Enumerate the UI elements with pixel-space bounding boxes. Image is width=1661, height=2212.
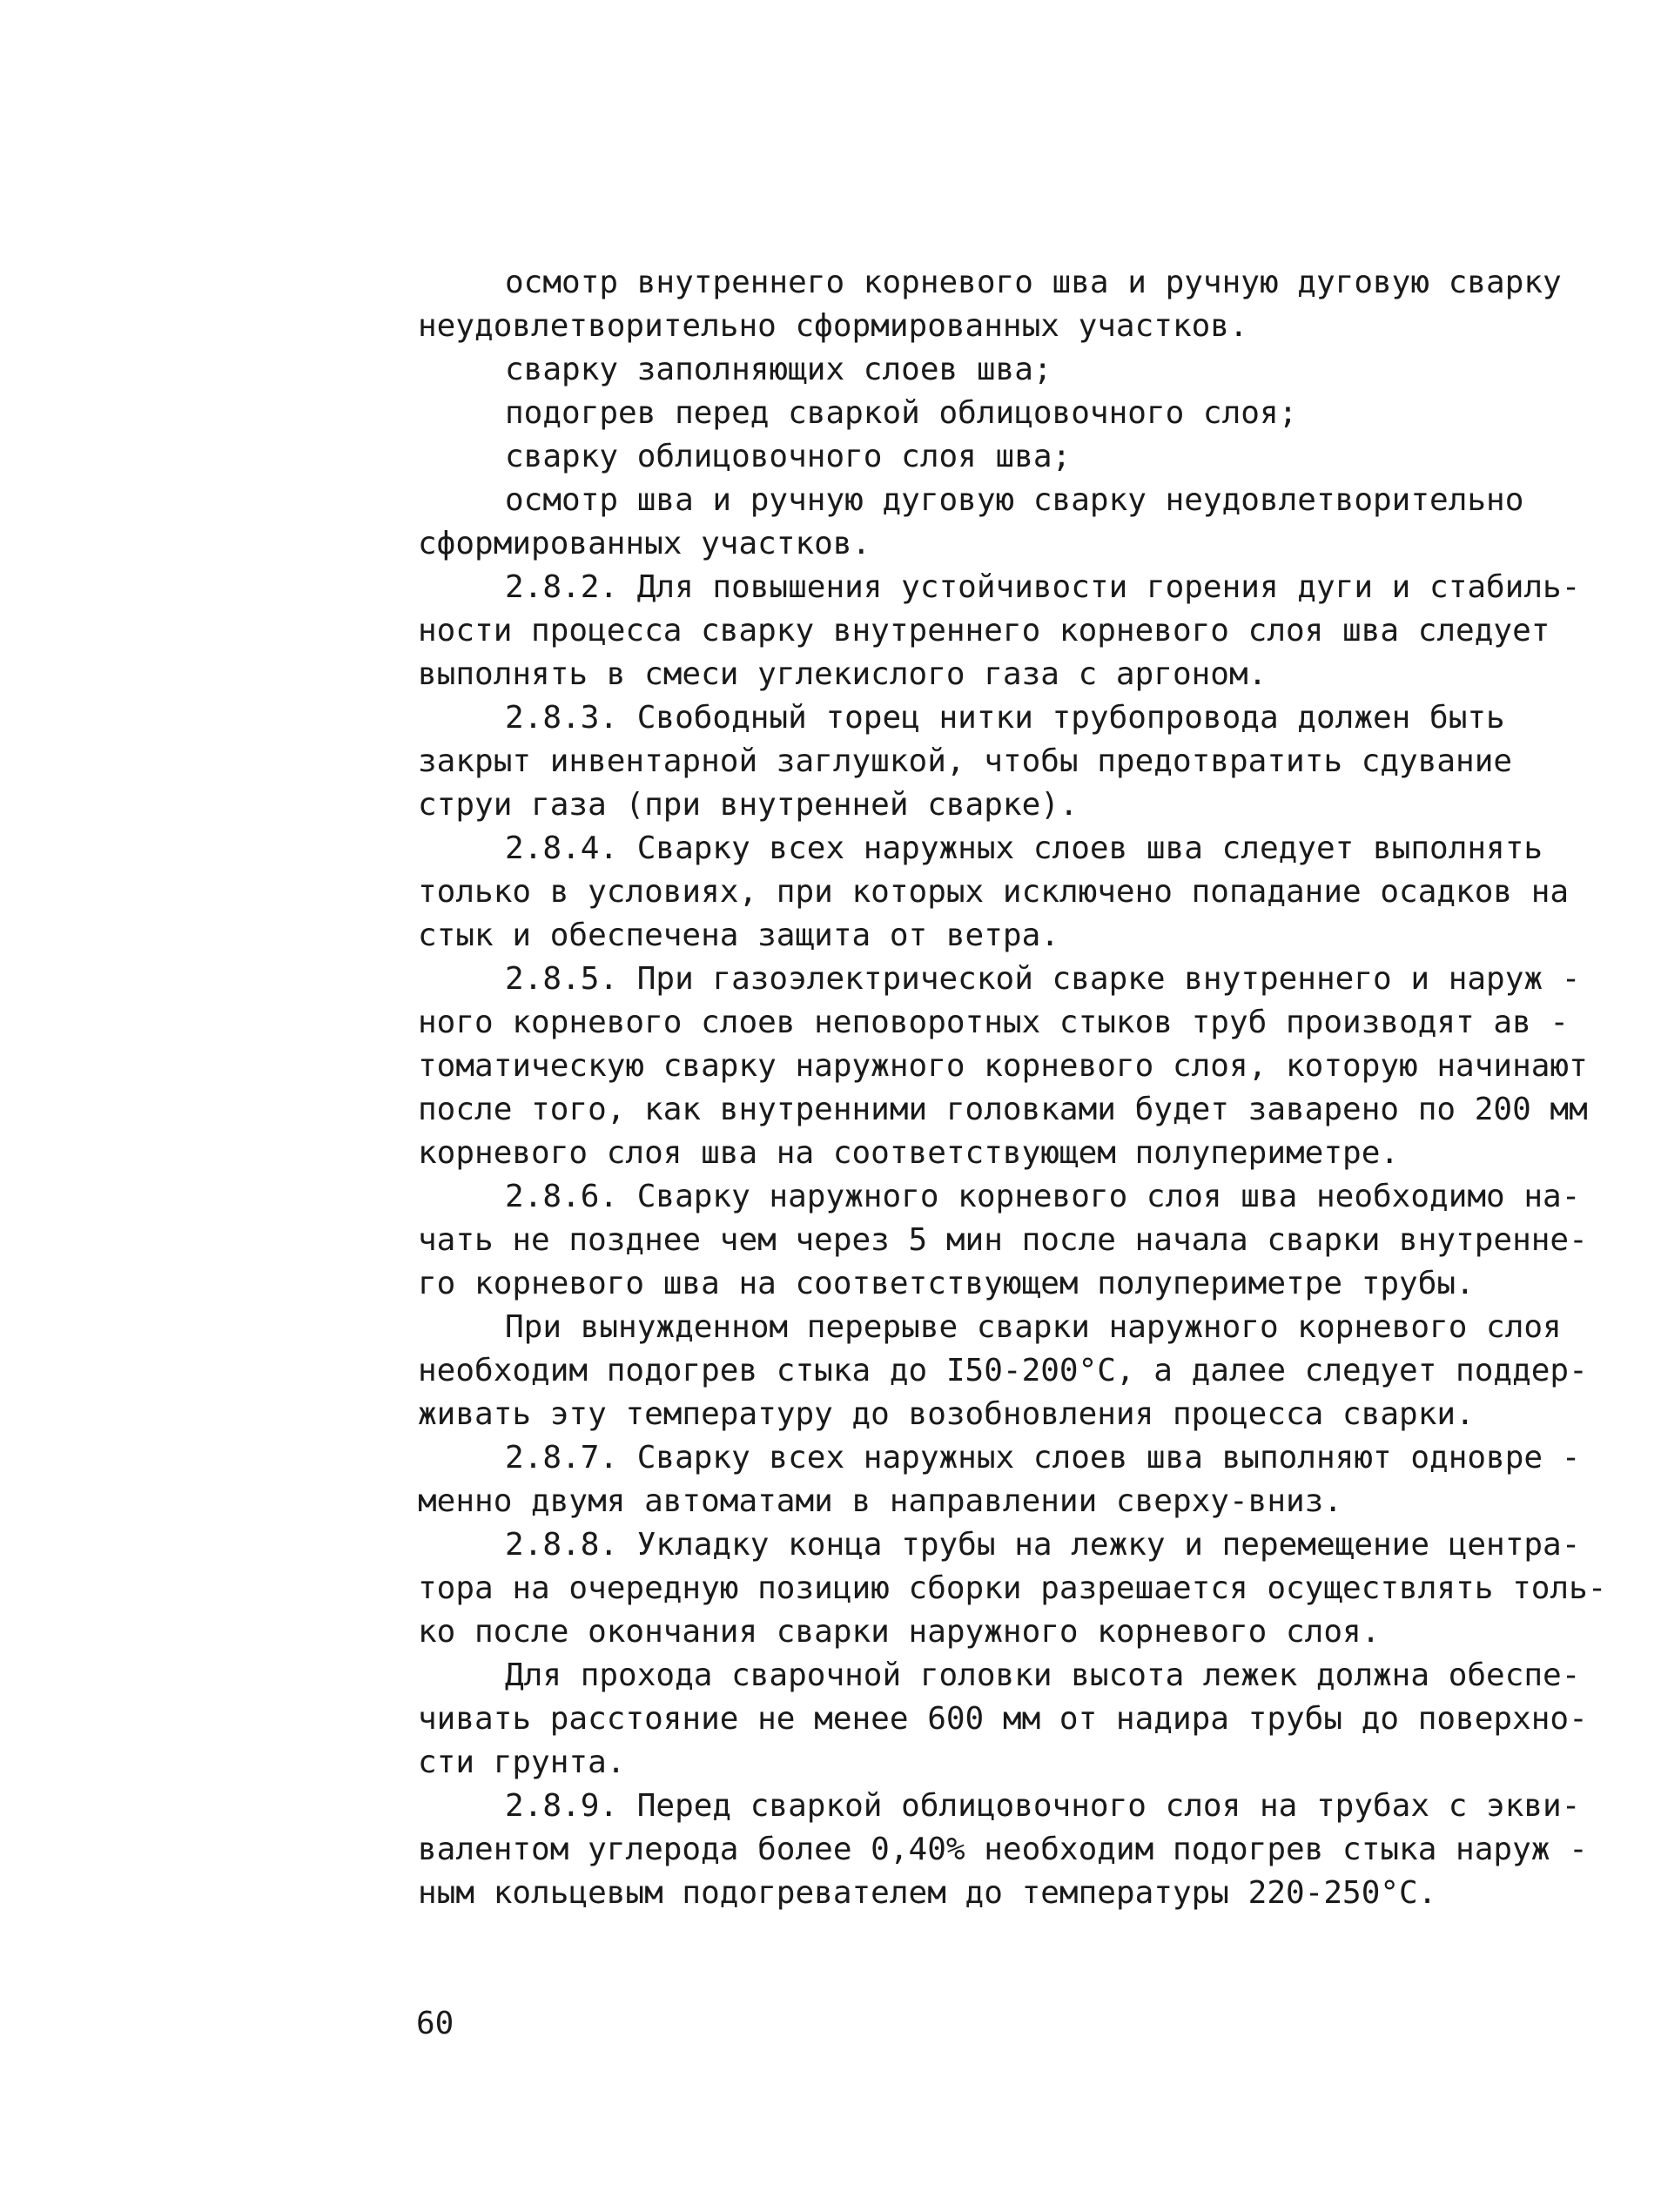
text-line: неудовлетворительно сформированных участков. [418, 308, 1248, 344]
paragraph-2-8-7-line: 2.8.7. Сварку всех наружных слоев шва выполняют одновре - [505, 1440, 1581, 1476]
text-line: подогрев перед сваркой облицовочного слоя; [505, 395, 1298, 431]
paragraph-2-8-6-line: 2.8.6. Сварку наружного корневого слоя шва необходимо на- [505, 1179, 1581, 1214]
text-line: осмотр шва и ручную дуговую сварку неудовлетворительно [505, 482, 1524, 518]
text-line: чать не позднее чем через 5 мин после начала сварки внутренне- [418, 1222, 1588, 1258]
paragraph-2-8-3-line: 2.8.3. Свободный торец нитки трубопровода должен быть [505, 700, 1505, 736]
paragraph-2-8-4-line: 2.8.4. Сварку всех наружных слоев шва следует выполнять [505, 830, 1543, 866]
page-number: 60 [416, 2006, 454, 2041]
text-line: томатическую сварку наружного корневого слоя, которую начинают [418, 1048, 1588, 1084]
text-line: закрыт инвентарной заглушкой, чтобы предотвратить сдувание [418, 743, 1513, 779]
text-line: сварку заполняющих слоев шва; [505, 352, 1052, 387]
text-line: осмотр внутреннего корневого шва и ручную дуговую сварку [505, 265, 1562, 300]
text-line: после того, как внутренними головками будет заварено по 200 мм [418, 1092, 1588, 1127]
text-line: ко после окончания сварки наружного корневого слоя. [418, 1614, 1381, 1650]
text-line: корневого слоя шва на соответствующем полупериметре. [418, 1135, 1400, 1171]
text-line: живать эту температуру до возобновления процесса сварки. [418, 1396, 1475, 1432]
paragraph-2-8-2-line: 2.8.2. Для повышения устойчивости горения дуги и стабиль- [505, 569, 1581, 605]
paragraph-2-8-5-line: 2.8.5. При газоэлектрической сварке внутреннего и наруж - [505, 961, 1581, 997]
text-line: сти грунта. [418, 1745, 626, 1780]
text-line: го корневого шва на соответствующем полупериметре трубы. [418, 1266, 1475, 1301]
text-line: стык и обеспечена защита от ветра. [418, 918, 1059, 953]
text-line: тора на очередную позицию сборки разрешается осуществлять толь- [418, 1570, 1607, 1606]
paragraph-2-8-9-line: 2.8.9. Перед сваркой облицовочного слоя на трубах с экви- [505, 1788, 1581, 1824]
paragraph-2-8-8-line: 2.8.8. Укладку конца трубы на лежку и перемещение центра- [505, 1527, 1581, 1563]
text-line: валентом углерода более 0,40% необходим подогрев стыка наруж - [418, 1832, 1588, 1867]
text-line: ного корневого слоев неповоротных стыков труб производят ав - [418, 1005, 1570, 1040]
text-line: сварку облицовочного слоя шва; [505, 439, 1072, 474]
text-line: ности процесса сварку внутреннего корневого слоя шва следует [418, 613, 1550, 649]
text-line: сформированных участков. [418, 526, 871, 561]
text-line: струи газа (при внутренней сварке). [418, 787, 1079, 823]
text-line: выполнять в смеси углекислого газа с аргоном. [418, 656, 1268, 692]
text-line: менно двумя автоматами в направлении сверху-вниз. [418, 1483, 1343, 1519]
text-line: ным кольцевым подогревателем до температуры 220-250°С. [418, 1875, 1437, 1911]
text-line: необходим подогрев стыка до I50-200°С, а далее следует поддер- [418, 1353, 1588, 1388]
text-line: Для прохода сварочной головки высота лежек должна обеспе- [505, 1657, 1581, 1693]
text-line: чивать расстояние не менее 600 мм от надира трубы до поверхно- [418, 1701, 1588, 1737]
text-line: только в условиях, при которых исключено попадание осадков на [418, 874, 1570, 910]
text-line: При вынужденном перерыве сварки наружного корневого слоя [505, 1309, 1562, 1345]
